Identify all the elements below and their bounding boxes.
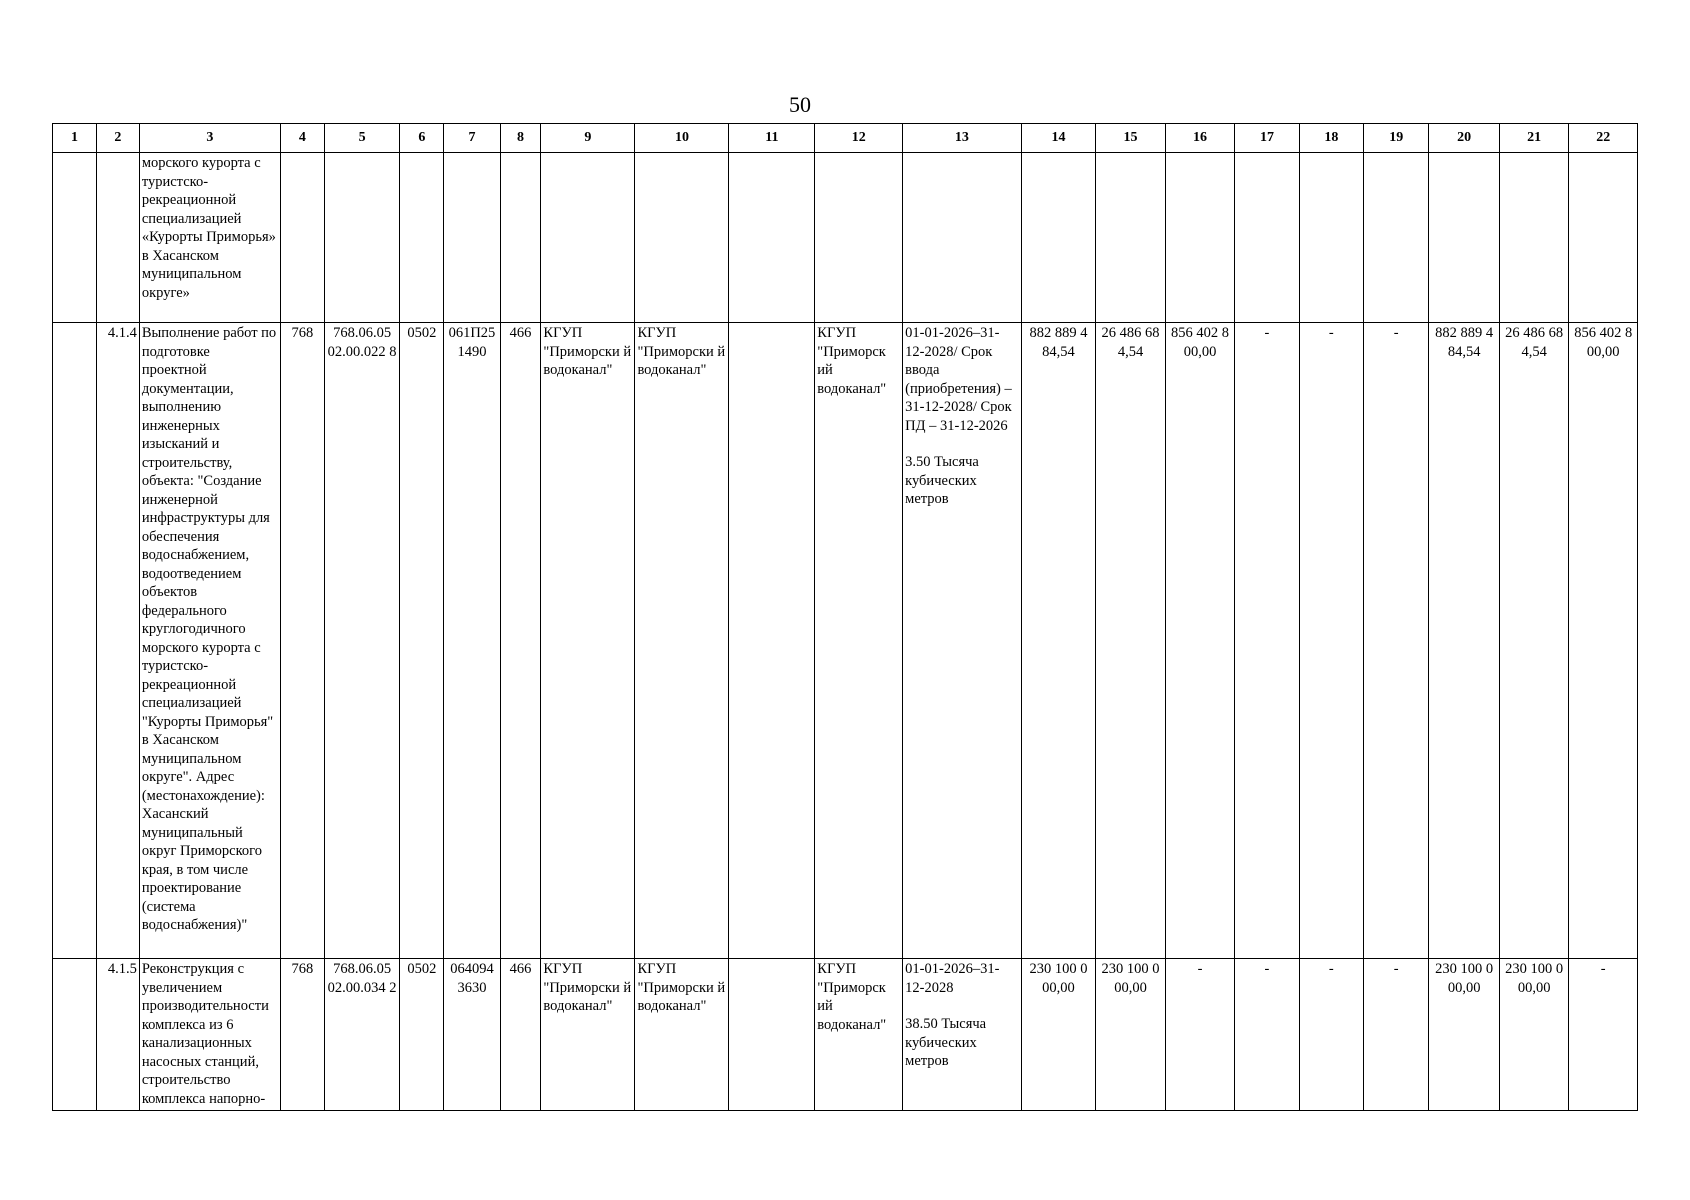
capacity-text: 3.50 Тысяча кубических метров — [905, 454, 979, 507]
period-text: 01-01-2026–31-12-2028 — [905, 961, 1000, 996]
amount-cell: 882 889 4 84,54 — [1429, 323, 1500, 959]
table-cell: 466 — [500, 959, 541, 1111]
table-cell: - — [1364, 323, 1429, 959]
column-header: 21 — [1499, 124, 1568, 153]
table-cell — [53, 153, 97, 323]
object-description: Выполнение работ по подготовке проектной документации, выполнению инженерных изысканий и строительству, объекта: "Создание инженерной инфраструктуры для обеспечения водоснабжением, водоотведением объектов федерального круглогодичного морского курорта с туристско-рекреационной специализацией "Курорты Приморья" в Хасанском муниципальном округе". Адрес (местонахождение): Хасанский муниципальный округ Приморского края, в том числе проектирование (система водоснабжения)" — [139, 323, 280, 959]
table-cell — [1235, 153, 1299, 323]
table-cell — [729, 153, 815, 323]
table-cell: морского курорта с туристско-рекреационной специализацией «Курорты Приморья» в Хасанском муниципальном округе» — [139, 153, 280, 323]
column-header: 11 — [729, 124, 815, 153]
amount-cell: 882 889 4 84,54 — [1021, 323, 1096, 959]
column-header: 22 — [1569, 124, 1638, 153]
table-cell — [635, 153, 729, 323]
table-cell — [729, 959, 815, 1111]
table-cell — [53, 959, 97, 1111]
table-cell: КГУП "Приморски й водоканал" — [541, 959, 635, 1111]
table-cell: КГУП "Приморски й водоканал" — [635, 323, 729, 959]
column-header: 6 — [400, 124, 444, 153]
table-cell: 466 — [500, 323, 541, 959]
row-number: 4.1.4 — [96, 323, 139, 959]
table-cell — [324, 153, 400, 323]
amount-cell: 230 100 0 00,00 — [1499, 959, 1568, 1111]
period-text: 01-01-2026–31-12-2028/ Срок ввода (приобретения) – 31-12-2028/ Срок ПД – 31-12-2026 — [905, 325, 1012, 434]
table-cell: КГУП "Приморски й водоканал" — [541, 323, 635, 959]
table-cell: - — [1235, 959, 1299, 1111]
table-cell — [1569, 153, 1638, 323]
table-cell: КГУП "Приморск ий водоканал" — [815, 323, 903, 959]
table-row — [53, 153, 1638, 323]
column-header: 3 — [139, 124, 280, 153]
table-cell: КГУП "Приморск ий водоканал" — [815, 959, 903, 1111]
table-cell — [1165, 153, 1234, 323]
column-header: 7 — [444, 124, 500, 153]
row-number: 4.1.5 — [96, 959, 139, 1111]
table-cell — [1364, 153, 1429, 323]
column-header: 14 — [1021, 124, 1096, 153]
column-header: 15 — [1096, 124, 1165, 153]
table-cell: КГУП "Приморски й водоканал" — [635, 959, 729, 1111]
column-header: 9 — [541, 124, 635, 153]
table-cell — [500, 153, 541, 323]
table-cell — [903, 959, 1022, 1111]
amount-cell: 856 402 8 00,00 — [1165, 323, 1234, 959]
column-header: 17 — [1235, 124, 1299, 153]
table-cell: 0502 — [400, 959, 444, 1111]
column-header: 13 — [903, 124, 1022, 153]
table-cell: 768.06.05 02.00.022 8 — [324, 323, 400, 959]
column-header: 4 — [280, 124, 324, 153]
table-cell — [444, 153, 500, 323]
table-cell — [400, 153, 444, 323]
column-header: 1 — [53, 124, 97, 153]
table-cell — [1299, 153, 1363, 323]
table-row — [53, 323, 1638, 959]
amount-cell: 26 486 68 4,54 — [1499, 323, 1568, 959]
table-cell: - — [1235, 323, 1299, 959]
table-cell: 061П25 1490 — [444, 323, 500, 959]
table-cell — [729, 323, 815, 959]
table-cell — [96, 153, 139, 323]
amount-cell: 230 100 0 00,00 — [1096, 959, 1165, 1111]
table-cell: - — [1299, 323, 1363, 959]
table-cell — [1429, 153, 1500, 323]
object-description: Реконструкция с увеличением производительности комплекса из 6 канализационных насосных станций, строительство комплекса напорно- — [139, 959, 280, 1111]
table-cell: 768 — [280, 323, 324, 959]
table-cell — [1021, 153, 1096, 323]
amount-cell: 230 100 0 00,00 — [1429, 959, 1500, 1111]
table-cell — [280, 153, 324, 323]
table-cell — [1096, 153, 1165, 323]
column-header: 18 — [1299, 124, 1363, 153]
column-header: 19 — [1364, 124, 1429, 153]
table-cell — [541, 153, 635, 323]
column-header: 10 — [635, 124, 729, 153]
table-cell: 768.06.05 02.00.034 2 — [324, 959, 400, 1111]
amount-cell: 856 402 8 00,00 — [1569, 323, 1638, 959]
column-header: 5 — [324, 124, 400, 153]
column-header: 16 — [1165, 124, 1234, 153]
table-cell — [903, 153, 1022, 323]
amount-cell: 230 100 0 00,00 — [1021, 959, 1096, 1111]
table-cell: - — [1364, 959, 1429, 1111]
table-cell — [815, 153, 903, 323]
table-row — [53, 959, 1638, 1111]
table-cell: 064094 3630 — [444, 959, 500, 1111]
table-cell: 768 — [280, 959, 324, 1111]
column-header: 8 — [500, 124, 541, 153]
column-header: 20 — [1429, 124, 1500, 153]
budget-table — [52, 123, 1638, 1111]
capacity-text: 38.50 Тысяча кубических метров — [905, 1016, 987, 1069]
table-cell: 0502 — [400, 323, 444, 959]
amount-cell: 26 486 68 4,54 — [1096, 323, 1165, 959]
table-cell — [53, 323, 97, 959]
page-number: 50 — [789, 92, 811, 117]
table-cell — [1499, 153, 1568, 323]
table-cell — [903, 323, 1022, 959]
header-row — [53, 124, 1638, 153]
column-header: 12 — [815, 124, 903, 153]
table-cell: - — [1569, 959, 1638, 1111]
column-header: 2 — [96, 124, 139, 153]
table-cell: - — [1165, 959, 1234, 1111]
table-cell: - — [1299, 959, 1363, 1111]
